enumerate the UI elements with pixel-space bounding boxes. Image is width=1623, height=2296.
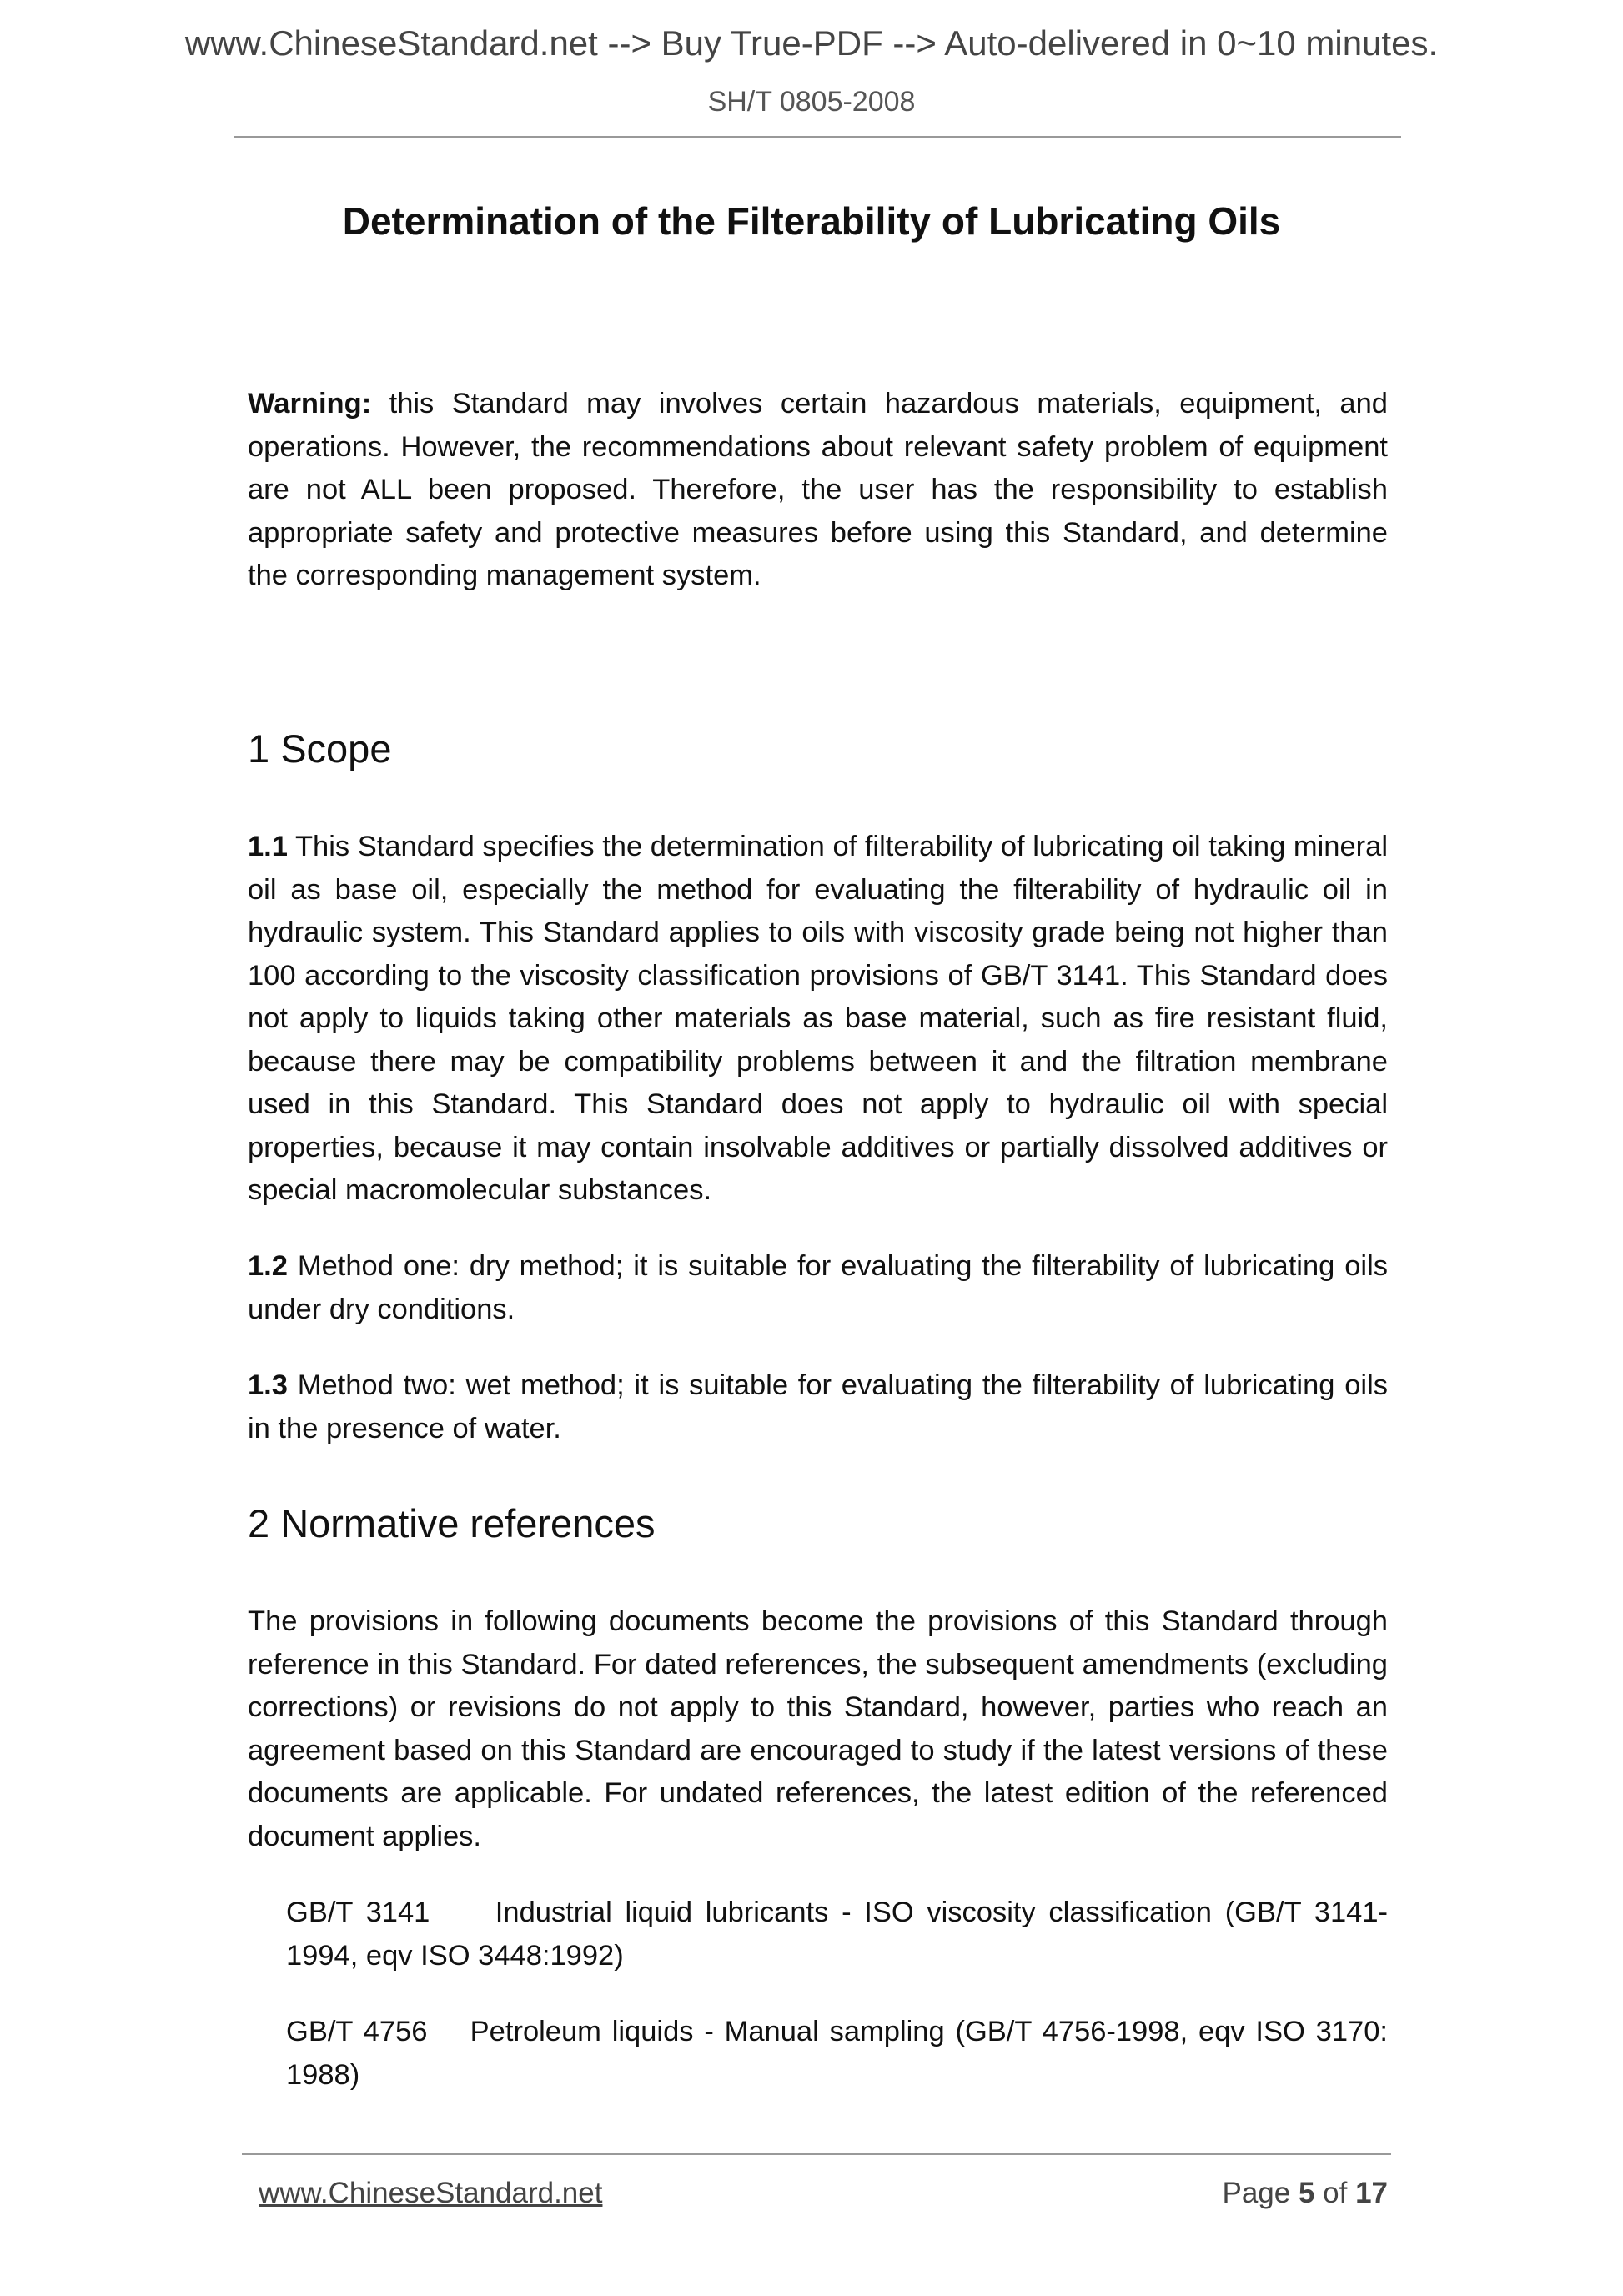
of-label: of — [1314, 2177, 1356, 2209]
reference-code: GB/T 3141 — [286, 1897, 430, 1928]
reference-item — [286, 2011, 1388, 2097]
clause-text: Method one: dry method; it is suitable for evaluating the filterability of lubricating oils under dry conditions. — [248, 1250, 1388, 1325]
page-label: Page — [1222, 2177, 1299, 2209]
footer-website-link[interactable]: www.ChineseStandard.net — [259, 2177, 603, 2209]
banner-text: www.ChineseStandard.net --> Buy True-PDF --> Auto-delivered in 0~10 minutes. — [184, 23, 1439, 63]
clause-1-2 — [248, 1245, 1388, 1331]
document-title: Determination of the Filterability of Lubricating Oils — [342, 199, 1281, 243]
header-divider — [234, 136, 1401, 138]
reference-title: Petroleum liquids - Manual sampling (GB/T 4756-1998, eqv ISO 3170: 1988) — [286, 2016, 1389, 2091]
standard-code: SH/T 0805-2008 — [707, 86, 916, 118]
footer-divider — [242, 2153, 1391, 2155]
normative-intro: The provisions in following documents become the provisions of this Standard through reference in this Standard. For dated references, the subsequent amendments (excluding corrections) or revisions do not apply to this Standard, however, parties who reach an agreement based on this Standard are encouraged to study if the latest versions of these documents are applicable. For undated references, the latest edition of the referenced document applies. — [248, 1605, 1388, 1852]
warning-paragraph — [248, 383, 1388, 598]
warning-label: Warning: — [248, 388, 372, 420]
reference-title: Industrial liquid lubricants - ISO viscosity classification (GB/T 3141-1994, eqv ISO 3448:1992) — [286, 1897, 1388, 1972]
reference-item — [286, 1892, 1388, 1977]
clause-1-3 — [248, 1364, 1388, 1450]
page-number: 5 — [1298, 2177, 1315, 2209]
clause-text: This Standard specifies the determination of filterability of lubricating oil taking mineral oil as base oil, especially the method for evaluating the filterability of hydraulic oil in hydraulic system. This Standard applies to oils with viscosity grade being not higher than 100 according to the viscosity classification provisions of GB/T 3141. This Standard does not apply to liquids taking other materials as base material, such as fire resistant fluid, because there may be compatibility problems between it and the filtration membrane used in this Standard. This Standard does not apply to hydraulic oil with special properties, because it may contain insolvable additives or partially dissolved additives or special macromolecular substances. — [248, 831, 1388, 1206]
clause-number: 1.3 — [248, 1369, 288, 1401]
clause-1-1 — [248, 826, 1388, 1213]
clause-number: 1.2 — [248, 1250, 288, 1282]
section-heading-normative-references: 2 Normative references — [248, 1501, 656, 1545]
clause-text: Method two: wet method; it is suitable for evaluating the filterability of lubricating oils in the presence of water. — [248, 1369, 1388, 1444]
warning-text: this Standard may involves certain hazardous materials, equipment, and operations. However, the recommendations about relevant safety problem of equipment are not ALL been proposed. Therefore, the user has the responsibility to establish appropriate safety and protective measures before using this Standard, and determine the corresponding management system. — [248, 388, 1388, 591]
reference-code: GB/T 4756 — [286, 2016, 428, 2047]
clause-number: 1.1 — [248, 831, 288, 862]
page-indicator — [1222, 2177, 1388, 2210]
page-total: 17 — [1355, 2177, 1388, 2209]
section-heading-scope: 1 Scope — [248, 726, 392, 771]
